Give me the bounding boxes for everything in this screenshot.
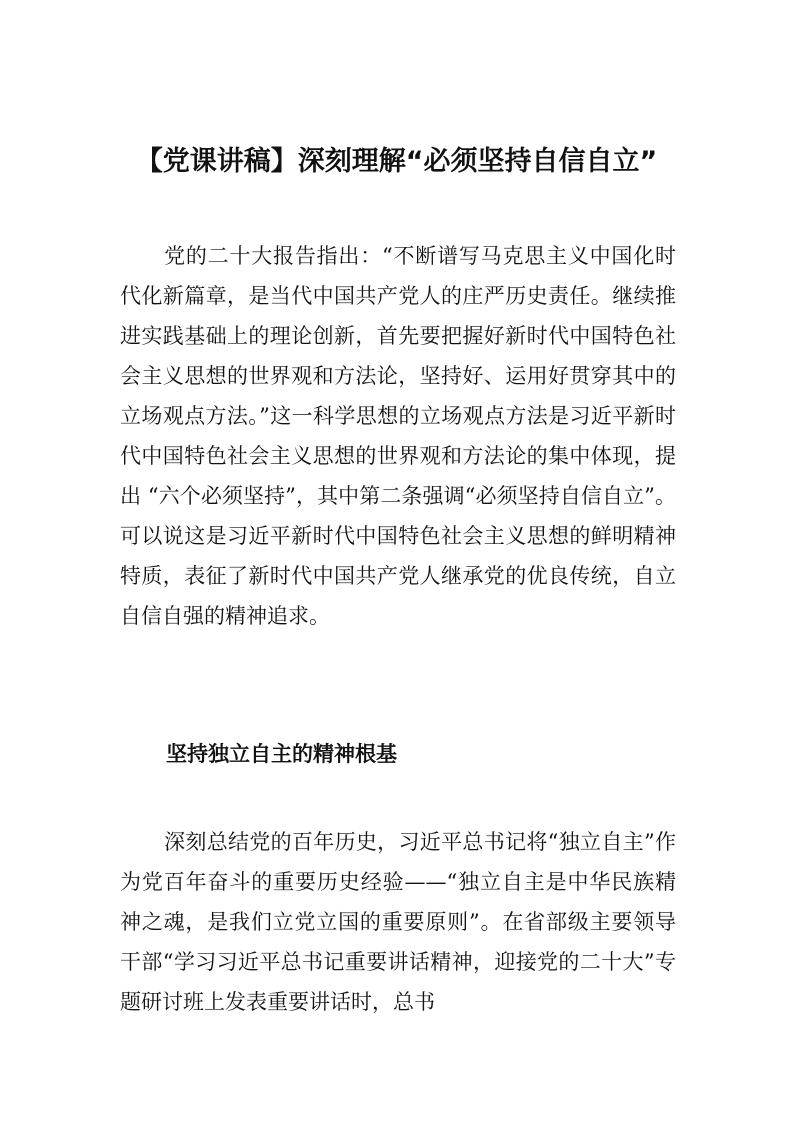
body-paragraph: 党的二十大报告指出：“不断谱写马克思主义中国化时代化新篇章，是当代中国共产党人的庄严历史责任。继续推进实践基础上的理论创新，首先要把握好新时代中国特色社会主义思想的世界观和方法论，坚持好、运用好贯穿其中的立场观点方法。”这一科学思想的立场观点方法是习近平新时代中国特色社会主义思想的世界观和方法论的集中体现，提出 “六个必须坚持”，其中第二条强调“必须坚持自信自立”。可以说这是习近平新时代中国特色社会主义思想的鲜明精神特质，表征了新时代中国共产党人继承党的优良传统，自立自信自强的精神追求。 [120, 244, 676, 628]
document-title: 【党课讲稿】深刻理解“必须坚持自信自立” [135, 146, 658, 178]
body-paragraph: 深刻总结党的百年历史，习近平总书记将“独立自主”作为党百年奋斗的重要历史经验——“独立自主是中华民族精神之魂，是我们立党立国的重要原则”。在省部级主要领导干部“学习习近平总书记重要讲话精神，迎接党的二十大”专题研讨班上发表重要讲话时，总书 [120, 830, 676, 1014]
section-heading: 坚持独立自主的精神根基 [166, 742, 397, 766]
